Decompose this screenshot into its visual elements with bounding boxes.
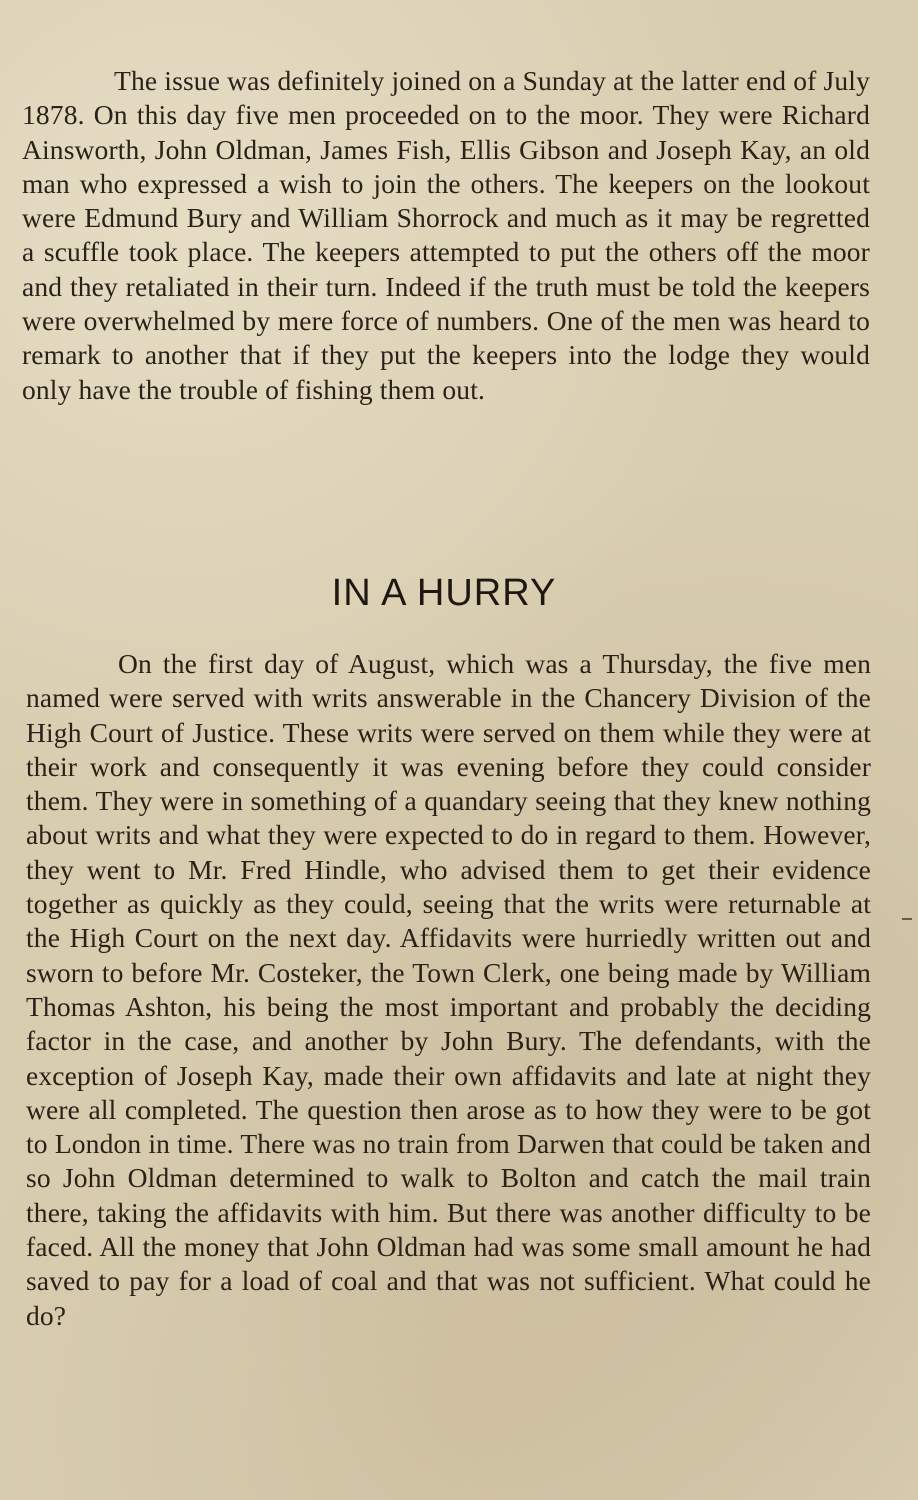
paragraph-scuffle-on-moor: The issue was definitely joined on a Sunday at the latter end of July 1878. On this day five men proceeded on to the moor. They were Richard Ainsworth, John Oldman, James Fish, Ellis Gibson and Joseph Kay, an old man who expressed a wish to join the others. The keepers on the lookout were Edmund Bury and William Shorrock and much as it may be regretted a scuffle took place. The keepers attempted to put the others off the moor and they retaliated in their turn. Indeed if the truth must be told the keepers were overwhelmed by mere force of numbers. One of the men was heard to remark to another that if they put the keepers into the lodge they would only have the trouble of fishing them out.	[22, 65, 870, 405]
section-heading: IN A HURRY	[331, 572, 557, 614]
page-edge-mark	[902, 918, 912, 920]
paragraph-writs-served: On the first day of August, which was a Thursday, the five men named were served with writs answerable in the Chancery Division of the High Court of Justice. These writs were served on them while they were at their work and consequently it was evening before they could consider them. They were in something of a quandary seeing that they knew nothing about writs and what they were expected to do in regard to them. However, they went to Mr. Fred Hindle, who advised them to get their evidence together as quickly as they could, seeing that the writs were returnable at the High Court on the next day. Affidavits were hurriedly written out and sworn to before Mr. Costeker, the Town Clerk, one being made by William Thomas Ashton, his being the most important and probably the deciding factor in the case, and another by John Bury. The defendants, with the exception of Joseph Kay, made their own affidavits and late at night they were all completed. The question then arose as to how they were to be got to London in time. There was no train from Darwen that could be taken and so John Oldman determined to walk to Bolton and catch the mail train there, taking the affidavits with him. But there was another difficulty to be faced. All the money that John Oldman had was some small amount he had saved to pay for a load of coal and that was not sufficient. What could he do?	[26, 648, 871, 1331]
